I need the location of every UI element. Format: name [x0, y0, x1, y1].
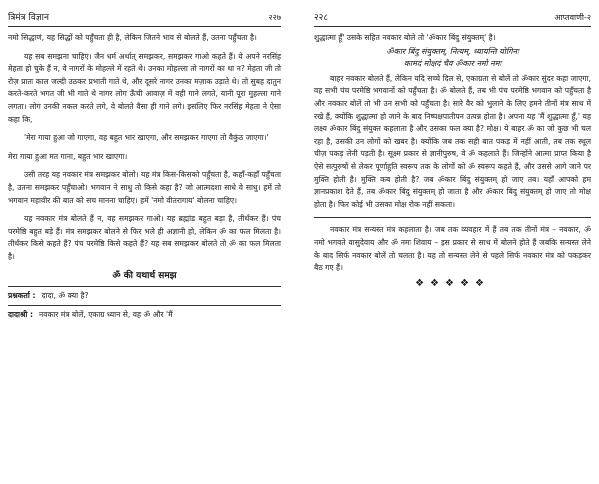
- ornament-divider: ❖❖❖❖❖: [415, 277, 490, 289]
- mantra-line: ॐकार बिंदु संयुक्तम्‌, नित्यम्‌, ध्यायन्ति योगिनः: [386, 46, 519, 56]
- divider: [8, 305, 281, 306]
- left-page-header: [8, 12, 281, 27]
- paragraph: नमो सिद्धाणं, यह सिद्धों को पहुँचता ही है, लेकिन जितने भाव से बोलते हैं, उतना पहुँचता है।: [8, 33, 257, 42]
- paragraph: उसी तरह यह नवकार मंत्र समझकर बोलो। यह मंत्र किस-किसको पहुँचता है, कहाँ-कहाँ पहुँचता है, उतना समझकर पहुँचाओ। भगवान ने साधु तो किसे कहा है? जो आत्मदशा साधे वे साधु। हमें तो भगवान महावीर की बात को सच मानना चाहिए। हमें 'नमो वीतरागाय' बोलना चाहिए।: [8, 170, 281, 205]
- right-header-title: आप्तवाणी-२: [554, 13, 591, 22]
- qa-row: [8, 309, 281, 322]
- divider: [8, 286, 281, 287]
- speech-text: नवकार मंत्र बोलें, एकाग्र ध्यान से, वह ॐ और 'मैं: [39, 310, 173, 320]
- left-page-body: [8, 32, 281, 322]
- speaker-label: प्रश्नकर्ता :: [8, 290, 36, 300]
- quote: 'मेरा गाया हुआ जो गाएगा, वह बहुत भार खाएगा, और समझकर गाएगा तो वैकुंठ जाएगा।': [24, 133, 269, 143]
- paragraph: यह सब समझना चाहिए। जैन धर्म अर्थात्‌ समझकर, समझकर गाओ कहते हैं। ये अपने नरसिंह मेहता हो चुके हैं न, वे नागरों के मोहल्ले में रहते थे। उनका मोहल्ला तो नागरों का था न? मेहता जी तो रोज़ प्रातः काल जल्दी उठकर प्रभाती गाते थे, और दूसरे नागर उनका मज़ाक उड़ाते थे। तो सुबह दातुन करते-करते भगत जी भी गाते थे नागर लोग ऊँची आवाज़ में वही गाने लगते, यानी पूरा मुहल्ला गाने लगता। लोग उनकी नकल करते लगे, वे बोलते वैसा ही गाने लगे। इसलिए फिर नरसिंह मेहता ने ऐसा कहा कि,: [8, 51, 281, 124]
- divider: [314, 217, 591, 218]
- speech-text: दादा, ॐ क्या है?: [41, 290, 89, 300]
- left-page: [0, 0, 290, 484]
- paragraph: शुद्धात्मा हूँ' उसके सहित नवकार बोले तो 'ॐकार बिंदु संयुक्तम्‌' है।: [314, 33, 496, 42]
- paragraph: यह नवकार मंत्र बोलते हैं न, वह समझकर गाओ। यह ब्रह्मांड बहुत बड़ा है, तीर्थंकर हैं। पंच परमेष्ठि बहुत बड़े हैं। मंत्र समझकर बोलने से फिर भले ही अज्ञानी हो, लेकिन ॐ का फल मिलता है। तीर्थंकर किसे कहते हैं? पंच परमेष्ठि किसे कहते हैं? यह सब समझकर बोलते तो ॐ का फल मिलता है।: [8, 214, 281, 261]
- paragraph: बाहर नवकार बोलते हैं, लेकिन यदि सच्चे दिल से, एकाग्रता से बोलें तो ॐकार सुंदर कहा जाएगा, वह सभी पंच परमेष्ठि भगवानों को पहुँचता है। ॐ बोलते हैं, तब भी पंच परमेष्ठि भगवान को पहुँचता है और नवकार बोलें तो भी उन सभी को पहुँचता है। सारे वैर को भुलाने के लिए हमने तीनों मंत्र साथ में रखे हैं, क्योंकि शुद्धात्मा हो जाने के बाद निष्पक्षपातीपन उत्पन्न होता है। अपना यह 'मैं शुद्धात्मा हूँ,' यह लक्ष्य ॐकार बिंदु संयुक्त कहलाता है और उसका फल क्या है? मोक्ष। ये बाहर ॐ का जो कुछ भी चल रहा है, उसकी उन लोगों को खबर है। क्योंकि जब तक सही बात पकड़ में नहीं आती, तब तक स्थूल चीज़ पकड़ लेनी पड़ती है। सूक्ष्म प्रकार से ज्ञानीपुरुष, वे ॐ कहलाते हैं। जिन्होंने आत्मा प्राप्त किया है ऐसे सत्पुरुषों से लेकर पूर्णाहुति स्वरूप तक के लोगों को ॐ स्वरूप कहते हैं, और उससे आगे जाने पर मुक्ति होती है। मुक्ति कब होती है? जब ॐकार बिंदु संयुक्तम्‌ हो जाए तब। यहाँ आपको हम ज्ञानप्रकाश देते हैं, तब ॐकार बिंदु संयुक्तम्‌ हो जाता है और ॐकार बिंदु संयुक्तम्‌ हो जाए तो मोक्ष होता है। फिर कोई भी उसका मोक्ष रोक नहीं सकता।: [314, 73, 591, 209]
- right-page: [309, 0, 599, 484]
- right-page-number: २२८: [314, 13, 329, 23]
- mantra-verse: [314, 46, 591, 71]
- quote-translation: मेरा गाया हुआ मत गाना, बहुत भार खाएगा।: [8, 151, 128, 161]
- left-page-number: २२७: [268, 13, 281, 22]
- section-title: ॐ की यथार्थ समझ: [112, 270, 177, 281]
- mantra-line: कामदं मोक्षदं चैव ॐकार नमो नमः: [403, 59, 502, 69]
- speaker-label: दादाश्री :: [8, 310, 34, 320]
- right-page-header: [314, 12, 591, 27]
- qa-row: [8, 290, 281, 303]
- book-gutter: [290, 0, 309, 484]
- right-page-body: [314, 32, 591, 290]
- paragraph: नवकार मंत्र सन्यस्त मंत्र कहलाता है। जब तक व्यवहार में हैं तब तक तीनों मंत्र – नवकार, ॐ नमो भगवते वासुदेवाय और ॐ नमः शिवाय – इस प्रकार से साथ में बोलने होते हैं जबकि सन्यस्त लेने के बाद सिर्फ नवकार बोलें तो चलता है। यह तो सन्यस्त लेने से पहले सिर्फ नवकार मंत्र को पकड़कर बैठ गए हैं।: [314, 225, 591, 273]
- left-header-title: त्रिमंत्र विज्ञान: [8, 13, 49, 23]
